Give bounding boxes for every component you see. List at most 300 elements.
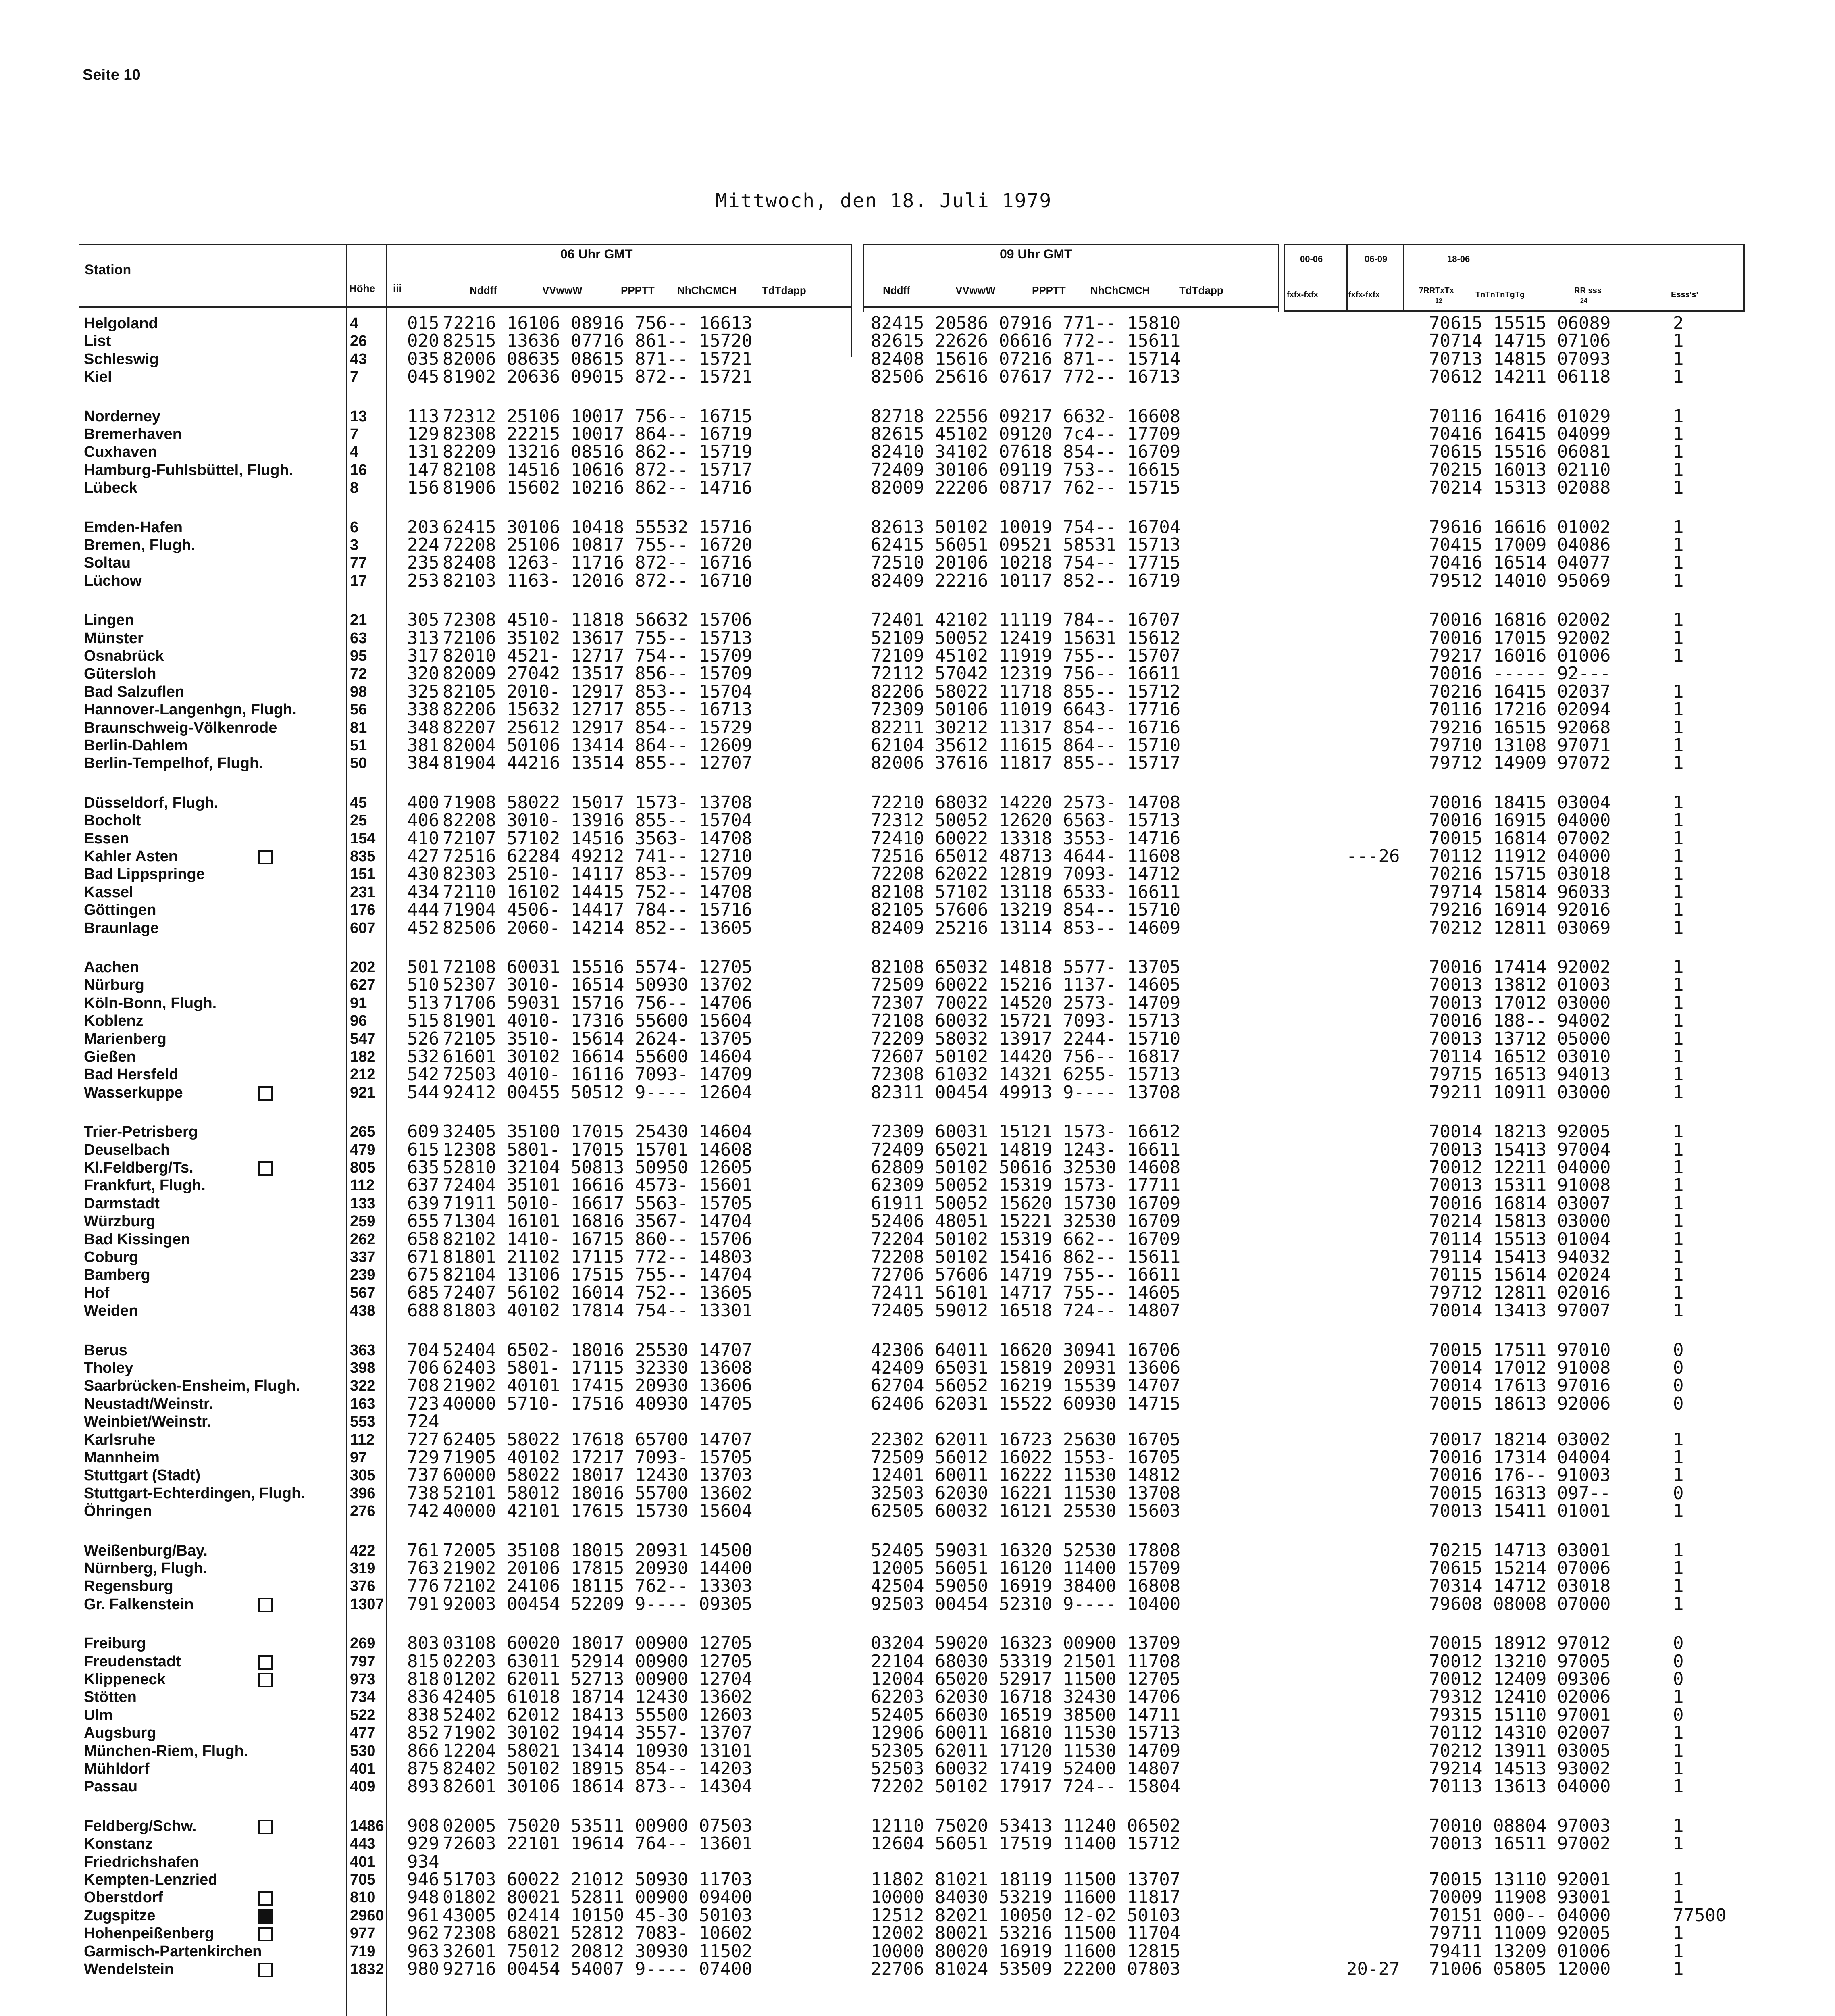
obs-18-06-cell: 70016 16814 03007: [1429, 1193, 1611, 1214]
station-name: Helgoland: [84, 315, 158, 332]
station-id-cell: 313: [407, 627, 439, 648]
obs-09-cell: 42504 59050 16919 38400 16808: [871, 1576, 1181, 1597]
elevation-cell: 401: [350, 1760, 376, 1777]
obs-06-cell: 82010 4521- 12717 754-- 15709: [443, 646, 753, 666]
station-name: Garmisch-Partenkirchen: [84, 1943, 262, 1960]
obs-09-cell: 72210 68032 14220 2573- 14708: [871, 792, 1181, 813]
e-cell: 1: [1673, 1687, 1684, 1708]
elevation-cell: 202: [350, 959, 376, 976]
station-name: Tholey: [84, 1360, 133, 1377]
e-cell: 1: [1673, 406, 1684, 427]
station-id-cell: 224: [407, 535, 439, 555]
elevation-cell: 6: [350, 519, 359, 536]
elevation-cell: 269: [350, 1635, 376, 1652]
station-name: Augsburg: [84, 1724, 156, 1742]
obs-09-cell: 72509 60022 15216 1137- 14605: [871, 975, 1181, 996]
station-name: Freudenstadt: [84, 1653, 181, 1670]
elevation-cell: 734: [350, 1689, 376, 1706]
e-cell: 1: [1673, 610, 1684, 631]
station-id-cell: 400: [407, 792, 439, 813]
obs-09-cell: 12005 56051 16120 11400 15709: [871, 1558, 1181, 1579]
e-cell: 1: [1673, 975, 1684, 996]
station-id-cell: 381: [407, 735, 439, 756]
e-cell: 1: [1673, 957, 1684, 977]
obs-09-cell: 62704 56052 16219 15539 14707: [871, 1375, 1181, 1396]
elevation-cell: 973: [350, 1671, 376, 1688]
elevation-cell: 810: [350, 1889, 376, 1906]
e-cell: 1: [1673, 1264, 1684, 1285]
station-id-cell: 738: [407, 1483, 439, 1504]
e-cell: 1: [1673, 331, 1684, 352]
obs-18-06-cell: 70114 16512 03010: [1429, 1046, 1611, 1067]
obs-18-06-cell: 70416 16415 04099: [1429, 424, 1611, 444]
elevation-cell: 607: [350, 919, 376, 937]
station-id-cell: 384: [407, 753, 439, 774]
station-name: Köln-Bonn, Flugh.: [84, 994, 217, 1012]
obs-06-cell: 03108 60020 18017 00900 12705: [443, 1633, 753, 1654]
obs-06-cell: 82308 22215 10017 864-- 16719: [443, 424, 753, 444]
obs-09-cell: 72516 65012 48713 4644- 11608: [871, 846, 1181, 866]
e-cell: 1: [1673, 646, 1684, 666]
obs-09-cell: 72510 20106 10218 754-- 17715: [871, 552, 1181, 573]
gust-cell: ---26: [1346, 846, 1400, 866]
filled-square-icon: [258, 1909, 273, 1924]
obs-18-06-cell: 70013 17012 03000: [1429, 992, 1611, 1013]
station-name: Konstanz: [84, 1835, 153, 1853]
obs-09-cell: 62203 62030 16718 32430 14706: [871, 1687, 1181, 1708]
e-cell: 0: [1673, 1483, 1684, 1504]
obs-09-cell: 62809 50102 50616 32530 14608: [871, 1157, 1181, 1178]
station-name: Schleswig: [84, 350, 159, 368]
obs-09-cell: 72308 61032 14321 6255- 15713: [871, 1064, 1181, 1085]
station-id-cell: 113: [407, 406, 439, 427]
elevation-cell: 805: [350, 1159, 376, 1176]
obs-06-cell: 82104 13106 17515 755-- 14704: [443, 1264, 753, 1285]
header-00-06: 00-06: [1300, 254, 1323, 264]
station-id-cell: 761: [407, 1540, 439, 1561]
obs-18-06-cell: 70113 13613 04000: [1429, 1776, 1611, 1797]
e-cell: 1: [1673, 810, 1684, 831]
obs-18-06-cell: 70212 12811 03069: [1429, 917, 1611, 938]
station-name: Münster: [84, 629, 144, 647]
obs-06-cell: 62405 58022 17618 65700 14707: [443, 1429, 753, 1450]
obs-18-06-cell: 70016 17414 92002: [1429, 957, 1611, 977]
elevation-cell: 705: [350, 1871, 376, 1888]
station-id-cell: 406: [407, 810, 439, 831]
obs-09-cell: 82108 57102 13118 6533- 16611: [871, 881, 1181, 902]
e-cell: 1: [1673, 1082, 1684, 1103]
obs-18-06-cell: 70112 14310 02007: [1429, 1722, 1611, 1743]
obs-18-06-cell: 70014 17012 91008: [1429, 1358, 1611, 1378]
elevation-cell: 154: [350, 830, 376, 847]
header-06-nh: NhChCMCH: [677, 284, 737, 296]
e-cell: 0: [1673, 1633, 1684, 1654]
obs-06-cell: 72308 68021 52812 7083- 10602: [443, 1923, 753, 1944]
obs-06-cell: 72102 24106 18115 762-- 13303: [443, 1576, 753, 1597]
elevation-cell: 176: [350, 902, 376, 919]
obs-18-06-cell: 79211 10911 03000: [1429, 1082, 1611, 1103]
elevation-cell: 797: [350, 1653, 376, 1670]
e-cell: 77500: [1673, 1905, 1727, 1926]
elevation-cell: 13: [350, 408, 367, 425]
obs-09-cell: 12004 65020 52917 11500 12705: [871, 1669, 1181, 1689]
obs-06-cell: 40000 5710- 17516 40930 14705: [443, 1393, 753, 1414]
obs-09-cell: 22302 62011 16723 25630 16705: [871, 1429, 1181, 1450]
obs-09-cell: 62309 50052 15319 1573- 17711: [871, 1175, 1181, 1196]
e-cell: 1: [1673, 459, 1684, 480]
obs-06-cell: 72107 57102 14516 3563- 14708: [443, 828, 753, 849]
elevation-cell: 51: [350, 737, 367, 754]
obs-18-06-cell: 70010 08804 97003: [1429, 1815, 1611, 1836]
e-cell: 1: [1673, 1815, 1684, 1836]
e-cell: 1: [1673, 1010, 1684, 1031]
obs-18-06-cell: 70016 18415 03004: [1429, 792, 1611, 813]
obs-18-06-cell: 70415 17009 04086: [1429, 535, 1611, 555]
elevation-cell: 50: [350, 755, 367, 772]
station-name: Lüchow: [84, 572, 142, 589]
obs-18-06-cell: 70615 15516 06081: [1429, 442, 1611, 462]
e-cell: 1: [1673, 1501, 1684, 1522]
station-name: Ulm: [84, 1706, 113, 1724]
obs-06-cell: 72404 35101 16616 4573- 15601: [443, 1175, 753, 1196]
obs-06-cell: 62403 5801- 17115 32330 13608: [443, 1358, 753, 1378]
obs-06-cell: 71706 59031 15716 756-- 14706: [443, 992, 753, 1013]
e-cell: 2: [1673, 313, 1684, 333]
station-name: Lingen: [84, 612, 134, 629]
elevation-cell: 1832: [350, 1961, 384, 1978]
e-cell: 1: [1673, 1429, 1684, 1450]
obs-09-cell: 82311 00454 49913 9---- 13708: [871, 1082, 1181, 1103]
station-id-cell: 020: [407, 331, 439, 352]
square-icon: [258, 1820, 273, 1834]
station-name: Bad Hersfeld: [84, 1066, 179, 1083]
obs-09-cell: 72309 50106 11019 6643- 17716: [871, 699, 1181, 720]
obs-09-cell: 82410 34102 07618 854-- 16709: [871, 442, 1181, 462]
obs-09-cell: 72204 50102 15319 662-- 16709: [871, 1229, 1181, 1250]
obs-09-cell: 72208 50102 15416 862-- 15611: [871, 1247, 1181, 1267]
obs-06-cell: 12308 5801- 17015 15701 14608: [443, 1139, 753, 1160]
station-id-cell: 235: [407, 552, 439, 573]
obs-09-cell: 22104 68030 53319 21501 11708: [871, 1651, 1181, 1672]
e-cell: 1: [1673, 1121, 1684, 1142]
station-id-cell: 704: [407, 1339, 439, 1360]
elevation-cell: 265: [350, 1123, 376, 1141]
station-name: Marienberg: [84, 1030, 166, 1048]
obs-06-cell: 82206 15632 12717 855-- 16713: [443, 699, 753, 720]
obs-09-cell: 72108 60032 15721 7093- 15713: [871, 1010, 1181, 1031]
station-id-cell: 908: [407, 1815, 439, 1836]
obs-09-cell: 72411 56101 14717 755-- 14605: [871, 1282, 1181, 1303]
obs-09-cell: 32503 62030 16221 11530 13708: [871, 1483, 1181, 1504]
obs-06-cell: 52402 62012 18413 55500 12603: [443, 1704, 753, 1725]
station-id-cell: 893: [407, 1776, 439, 1797]
station-id-cell: 542: [407, 1064, 439, 1085]
obs-06-cell: 81902 20636 09015 872-- 15721: [443, 367, 753, 387]
e-cell: 0: [1673, 1669, 1684, 1689]
station-id-cell: 320: [407, 663, 439, 684]
e-cell: 0: [1673, 1358, 1684, 1378]
elevation-cell: 1307: [350, 1595, 384, 1613]
station-id-cell: 815: [407, 1651, 439, 1672]
obs-09-cell: 82613 50102 10019 754-- 16704: [871, 516, 1181, 537]
obs-09-cell: 42306 64011 16620 30941 16706: [871, 1339, 1181, 1360]
elevation-cell: 443: [350, 1835, 376, 1853]
obs-18-06-cell: 79616 16616 01002: [1429, 516, 1611, 537]
obs-06-cell: 01802 80021 52811 00900 09400: [443, 1887, 753, 1908]
elevation-cell: 96: [350, 1012, 367, 1030]
e-cell: 1: [1673, 348, 1684, 369]
obs-18-06-cell: 79216 16914 92016: [1429, 900, 1611, 921]
station-name: Wendelstein: [84, 1961, 174, 1978]
obs-06-cell: 02005 75020 53511 00900 07503: [443, 1815, 753, 1836]
e-cell: 1: [1673, 1046, 1684, 1067]
station-name: Stuttgart-Echterdingen, Flugh.: [84, 1485, 305, 1502]
station-id-cell: 410: [407, 828, 439, 849]
obs-09-cell: 72312 50052 12620 6563- 15713: [871, 810, 1181, 831]
station-id-cell: 635: [407, 1157, 439, 1178]
header-06-nddff: Nddff: [470, 284, 497, 296]
obs-18-06-cell: 71006 05805 12000: [1429, 1959, 1611, 1979]
date-line: Mittwoch, den 18. Juli 1979: [716, 190, 1052, 212]
obs-09-cell: 22706 81024 53509 22200 07803: [871, 1959, 1181, 1979]
obs-06-cell: 21902 40101 17415 20930 13606: [443, 1375, 753, 1396]
station-name: Soltau: [84, 554, 131, 572]
elevation-cell: 21: [350, 612, 367, 629]
station-name: Cuxhaven: [84, 444, 157, 461]
e-cell: 1: [1673, 1028, 1684, 1049]
elevation-cell: 438: [350, 1302, 376, 1320]
station-id-cell: 838: [407, 1704, 439, 1725]
obs-09-cell: 62104 35612 11615 864-- 15710: [871, 735, 1181, 756]
elevation-cell: 547: [350, 1030, 376, 1048]
station-name: Bremerhaven: [84, 426, 182, 443]
elevation-cell: 231: [350, 883, 376, 901]
obs-18-06-cell: 79711 11009 92005: [1429, 1923, 1611, 1944]
station-name: Hof: [84, 1284, 110, 1302]
station-name: Düsseldorf, Flugh.: [84, 794, 218, 811]
elevation-cell: 7: [350, 369, 359, 386]
e-cell: 1: [1673, 1064, 1684, 1085]
station-id-cell: 791: [407, 1593, 439, 1614]
obs-06-cell: 82108 14516 10616 872-- 15717: [443, 459, 753, 480]
station-name: Osnabrück: [84, 648, 164, 664]
station-id-cell: 675: [407, 1264, 439, 1285]
elevation-cell: 63: [350, 629, 367, 647]
e-cell: 1: [1673, 1193, 1684, 1214]
obs-18-06-cell: 70015 18912 97012: [1429, 1633, 1611, 1654]
elevation-cell: 477: [350, 1724, 376, 1742]
station-name: List: [84, 333, 111, 350]
obs-09-cell: 72112 57042 12319 756-- 16611: [871, 663, 1181, 684]
header-7rrtxtx-sub: 12: [1435, 298, 1442, 304]
e-cell: 1: [1673, 1540, 1684, 1561]
station-id-cell: 501: [407, 957, 439, 977]
elevation-cell: 305: [350, 1467, 376, 1484]
station-id-cell: 325: [407, 681, 439, 702]
obs-09-cell: 82206 58022 11718 855-- 15712: [871, 681, 1181, 702]
station-id-cell: 723: [407, 1393, 439, 1414]
header-06-09: 06-09: [1365, 254, 1388, 264]
obs-18-06-cell: 70615 15214 07006: [1429, 1558, 1611, 1579]
station-id-cell: 963: [407, 1941, 439, 1962]
obs-18-06-cell: 70016 ----- 92---: [1429, 663, 1611, 684]
elevation-cell: 322: [350, 1377, 376, 1395]
e-cell: 1: [1673, 881, 1684, 902]
station-name: Stötten: [84, 1689, 137, 1706]
header-06-gmt: 06 Uhr GMT: [560, 247, 633, 261]
obs-18-06-cell: 70015 16814 07002: [1429, 828, 1611, 849]
station-id-cell: 131: [407, 442, 439, 462]
elevation-cell: 133: [350, 1195, 376, 1212]
station-id-cell: 305: [407, 610, 439, 631]
station-id-cell: 639: [407, 1193, 439, 1214]
obs-18-06-cell: 70314 14712 03018: [1429, 1576, 1611, 1597]
obs-06-cell: 82408 1263- 11716 872-- 16716: [443, 552, 753, 573]
station-name: Friedrichshafen: [84, 1853, 199, 1870]
station-name: Norderney: [84, 408, 161, 425]
station-id-cell: 866: [407, 1740, 439, 1761]
station-id-cell: 729: [407, 1447, 439, 1468]
obs-09-cell: 82415 20586 07916 771-- 15810: [871, 313, 1181, 333]
station-id-cell: 427: [407, 846, 439, 866]
obs-18-06-cell: 70714 14715 07106: [1429, 331, 1611, 352]
station-id-cell: 615: [407, 1139, 439, 1160]
e-cell: 1: [1673, 552, 1684, 573]
obs-18-06-cell: 70015 13110 92001: [1429, 1869, 1611, 1890]
elevation-cell: 81: [350, 719, 367, 736]
obs-18-06-cell: 70014 13413 97007: [1429, 1300, 1611, 1321]
obs-06-cell: 72503 4010- 16116 7093- 14709: [443, 1064, 753, 1085]
header-06-td: TdTdapp: [762, 284, 806, 296]
obs-06-cell: 81901 4010- 17316 55600 15604: [443, 1010, 753, 1031]
station-name: Mannheim: [84, 1449, 160, 1466]
elevation-cell: 319: [350, 1560, 376, 1577]
obs-06-cell: 52101 58012 18016 55700 13602: [443, 1483, 753, 1504]
station-id-cell: 946: [407, 1869, 439, 1890]
e-cell: 1: [1673, 1833, 1684, 1854]
elevation-cell: 8: [350, 479, 359, 497]
e-cell: 1: [1673, 1740, 1684, 1761]
elevation-cell: 396: [350, 1485, 376, 1502]
obs-09-cell: 72607 50102 14420 756-- 16817: [871, 1046, 1181, 1067]
obs-18-06-cell: 79214 14513 93002: [1429, 1758, 1611, 1779]
station-id-cell: 434: [407, 881, 439, 902]
e-cell: 1: [1673, 828, 1684, 849]
obs-18-06-cell: 70215 16013 02110: [1429, 459, 1611, 480]
e-cell: 1: [1673, 627, 1684, 648]
obs-06-cell: 21902 20106 17815 20930 14400: [443, 1558, 753, 1579]
obs-18-06-cell: 70214 15313 02088: [1429, 477, 1611, 498]
station-name: Koblenz: [84, 1012, 144, 1030]
station-id-cell: 317: [407, 646, 439, 666]
obs-18-06-cell: 79608 08008 07000: [1429, 1593, 1611, 1614]
obs-18-06-cell: 79217 16016 01006: [1429, 646, 1611, 666]
elevation-cell: 16: [350, 461, 367, 479]
e-cell: 1: [1673, 900, 1684, 921]
obs-09-cell: 82718 22556 09217 6632- 16608: [871, 406, 1181, 427]
obs-18-06-cell: 79312 12410 02006: [1429, 1687, 1611, 1708]
station-name: Gr. Falkenstein: [84, 1595, 194, 1613]
e-cell: 1: [1673, 1282, 1684, 1303]
obs-06-cell: 71304 16101 16816 3567- 14704: [443, 1211, 753, 1232]
elevation-cell: 77: [350, 554, 367, 572]
obs-18-06-cell: 70016 17015 92002: [1429, 627, 1611, 648]
square-icon: [258, 850, 273, 864]
elevation-cell: 921: [350, 1084, 376, 1101]
e-cell: 1: [1673, 699, 1684, 720]
obs-18-06-cell: 70009 11908 93001: [1429, 1887, 1611, 1908]
station-name: Würzburg: [84, 1213, 156, 1230]
obs-09-cell: 82409 25216 13114 853-- 14609: [871, 917, 1181, 938]
page-number: Seite 10: [83, 67, 141, 83]
e-cell: 0: [1673, 1704, 1684, 1725]
elevation-cell: 262: [350, 1231, 376, 1248]
elevation-cell: 95: [350, 648, 367, 664]
station-name: München-Riem, Flugh.: [84, 1742, 248, 1760]
header-09-ppptt: PPPTT: [1032, 284, 1066, 296]
obs-09-cell: 52405 66030 16519 38500 14711: [871, 1704, 1181, 1725]
obs-06-cell: 71904 4506- 14417 784-- 15716: [443, 900, 753, 921]
obs-18-06-cell: 70114 15513 01004: [1429, 1229, 1611, 1250]
station-name: Weinbiet/Weinstr.: [84, 1413, 211, 1431]
e-cell: 1: [1673, 1758, 1684, 1779]
station-name: Emden-Hafen: [84, 519, 183, 536]
obs-09-cell: 12604 56051 17519 11400 15712: [871, 1833, 1181, 1854]
square-icon: [258, 1963, 273, 1977]
station-id-cell: 637: [407, 1175, 439, 1196]
obs-18-06-cell: 70015 18613 92006: [1429, 1393, 1611, 1414]
obs-18-06-cell: 70014 18213 92005: [1429, 1121, 1611, 1142]
obs-06-cell: 82004 50106 13414 864-- 12609: [443, 735, 753, 756]
e-cell: 1: [1673, 864, 1684, 885]
obs-18-06-cell: 70016 17314 04004: [1429, 1447, 1611, 1468]
station-name: Kahler Asten: [84, 848, 178, 865]
e-cell: 1: [1673, 1247, 1684, 1267]
obs-18-06-cell: 70012 12409 09306: [1429, 1669, 1611, 1689]
header-18-06: 18-06: [1447, 254, 1470, 264]
station-id-cell: 658: [407, 1229, 439, 1250]
station-id-cell: 852: [407, 1722, 439, 1743]
station-id-cell: 510: [407, 975, 439, 996]
e-cell: 0: [1673, 1393, 1684, 1414]
obs-09-cell: 10000 80020 16919 11600 12815: [871, 1941, 1181, 1962]
obs-18-06-cell: 70015 16313 097--: [1429, 1483, 1611, 1504]
obs-06-cell: 82209 13216 08516 862-- 15719: [443, 442, 753, 462]
e-cell: 1: [1673, 1887, 1684, 1908]
elevation-cell: 398: [350, 1360, 376, 1377]
obs-09-cell: 03204 59020 16323 00900 13709: [871, 1633, 1181, 1654]
station-name: Weiden: [84, 1302, 138, 1320]
obs-06-cell: 82102 1410- 16715 860-- 15706: [443, 1229, 753, 1250]
elevation-cell: 376: [350, 1578, 376, 1595]
obs-18-06-cell: 70017 18214 03002: [1429, 1429, 1611, 1450]
e-cell: 1: [1673, 424, 1684, 444]
e-cell: 0: [1673, 1651, 1684, 1672]
obs-18-06-cell: 70015 17511 97010: [1429, 1339, 1611, 1360]
station-id-cell: 015: [407, 313, 439, 333]
station-id-cell: 035: [407, 348, 439, 369]
square-icon: [258, 1891, 273, 1906]
station-name: Aachen: [84, 959, 139, 976]
elevation-cell: 835: [350, 848, 376, 865]
obs-18-06-cell: 70012 12211 04000: [1429, 1157, 1611, 1178]
station-id-cell: 776: [407, 1576, 439, 1597]
station-name: Braunlage: [84, 919, 159, 937]
obs-18-06-cell: 70416 16514 04077: [1429, 552, 1611, 573]
obs-06-cell: 81803 40102 17814 754-- 13301: [443, 1300, 753, 1321]
station-id-cell: 532: [407, 1046, 439, 1067]
elevation-cell: 56: [350, 701, 367, 719]
